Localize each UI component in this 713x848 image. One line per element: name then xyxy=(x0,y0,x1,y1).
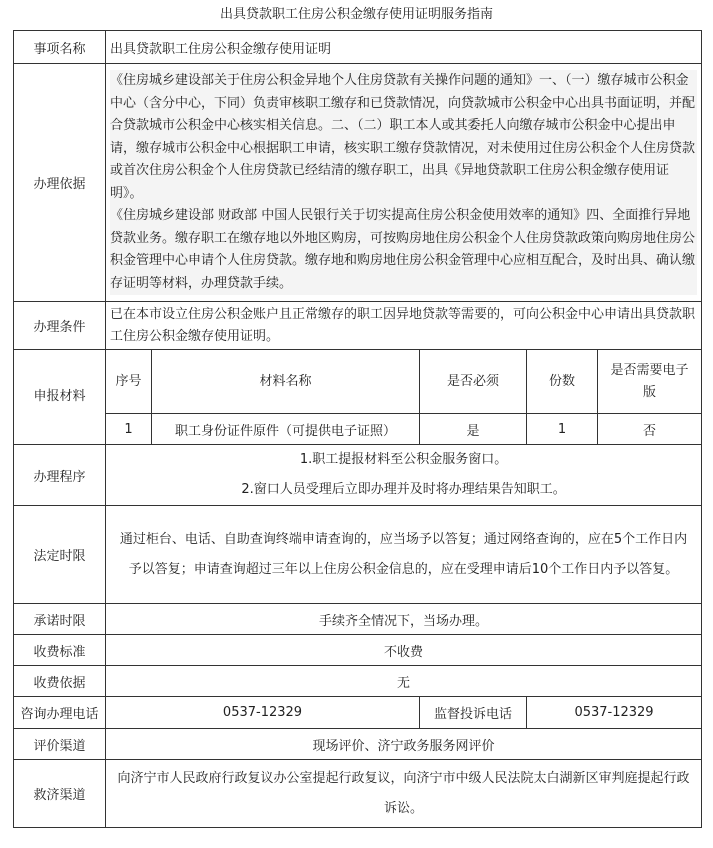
row-procedure xyxy=(14,445,702,506)
procedure-value xyxy=(106,445,702,506)
row-legal-time xyxy=(14,506,702,604)
row-promise-time xyxy=(14,604,702,635)
contact-label: 咨询办理电话 xyxy=(14,697,106,729)
legal-time-value: 通过柜台、电话、自助查询终端申请查询的，应当场予以答复；通过网络查询的，应在5个工作日内予以答复；申请查询超过三年以上住房公积金信息的，应在受理申请后10个工作日内予以答复。 xyxy=(106,506,702,604)
legal-time-label: 法定时限 xyxy=(14,506,106,604)
evaluation-label: 评价渠道 xyxy=(14,729,106,760)
conditions-value: 已在本市设立住房公积金账户且正常缴存的职工因异地贷款等需要的，可向公积金中心申请出具贷款职工住房公积金缴存使用证明。 xyxy=(106,302,702,350)
materials-header-no: 序号 xyxy=(106,350,152,414)
materials-header-required: 是否必须 xyxy=(420,350,527,414)
procedure-step-2: 2.窗口人员受理后立即办理并及时将办理结果告知职工。 xyxy=(241,482,566,497)
item-name-label: 事项名称 xyxy=(14,31,106,64)
basis-label: 办理依据 xyxy=(14,64,106,302)
row-fee-standard xyxy=(14,635,702,666)
row-item-name xyxy=(14,31,702,64)
page-title: 出具贷款职工住房公积金缴存使用证明服务指南 xyxy=(219,7,493,22)
materials-label: 申报材料 xyxy=(14,350,106,445)
material-copies: 1 xyxy=(527,414,598,445)
row-evaluation xyxy=(14,729,702,760)
fee-basis-label: 收费依据 xyxy=(14,666,106,697)
material-electronic: 否 xyxy=(598,414,702,445)
remedy-label: 救济渠道 xyxy=(14,760,106,828)
complaint-phone: 0537-12329 xyxy=(527,697,702,729)
remedy-value: 向济宁市人民政府行政复议办公室提起行政复议，向济宁市中级人民法院太白湖新区审判庭提起行政诉讼。 xyxy=(106,760,702,828)
materials-header-electronic: 是否需要电子版 xyxy=(598,350,702,414)
fee-basis-value: 无 xyxy=(106,666,702,697)
service-guide-table xyxy=(13,30,702,828)
row-conditions xyxy=(14,302,702,350)
basis-paragraph-2: 《住房城乡建设部 财政部 中国人民银行关于切实提高住房公积金使用效率的通知》四、全面推行异地贷款业务。缴存职工在缴存地以外地区购房，可按购房地住房公积金个人住房贷款政策向购房地住房公积金管理中心申请个人住房贷款。缴存地和购房地住房公积金管理中心应相互配合，及时出具、确认缴存证明等材料，办理贷款手续。 xyxy=(110,205,697,295)
procedure-step-1: 1.职工提报材料至公积金服务窗口。 xyxy=(299,452,508,467)
row-materials-header xyxy=(14,350,702,414)
contact-phone: 0537-12329 xyxy=(106,697,420,729)
basis-value xyxy=(106,64,702,302)
row-fee-basis xyxy=(14,666,702,697)
item-name-value: 出具贷款职工住房公积金缴存使用证明 xyxy=(106,31,702,64)
material-required: 是 xyxy=(420,414,527,445)
conditions-label: 办理条件 xyxy=(14,302,106,350)
materials-header-name: 材料名称 xyxy=(152,350,420,414)
procedure-label: 办理程序 xyxy=(14,445,106,506)
complaint-label: 监督投诉电话 xyxy=(420,697,527,729)
basis-paragraph-1: 《住房城乡建设部关于住房公积金异地个人住房贷款有关操作问题的通知》一、（一）缴存城市公积金中心（含分中心，下同）负责审核职工缴存和已贷款情况，向贷款城市公积金中心出具书面证明，并配合贷款城市公积金中心核实相关信息。二、（二）职工本人或其委托人向缴存城市公积金中心提出申请，缴存城市公积金中心根据职工申请，核实职工缴存贷款情况，对未使用过住房公积金个人住房贷款或首次住房公积金个人住房贷款已经结清的缴存职工，出具《异地贷款职工住房公积金缴存使用证明》。 xyxy=(110,70,697,205)
promise-time-value: 手续齐全情况下，当场办理。 xyxy=(106,604,702,635)
material-name: 职工身份证件原件（可提供电子证照） xyxy=(152,414,420,445)
fee-standard-label: 收费标准 xyxy=(14,635,106,666)
row-remedy xyxy=(14,760,702,828)
row-basis xyxy=(14,64,702,302)
table-row xyxy=(14,414,702,445)
row-contact xyxy=(14,697,702,729)
material-no: 1 xyxy=(106,414,152,445)
materials-header-copies: 份数 xyxy=(527,350,598,414)
evaluation-value: 现场评价、济宁政务服务网评价 xyxy=(106,729,702,760)
promise-time-label: 承诺时限 xyxy=(14,604,106,635)
fee-standard-value: 不收费 xyxy=(106,635,702,666)
